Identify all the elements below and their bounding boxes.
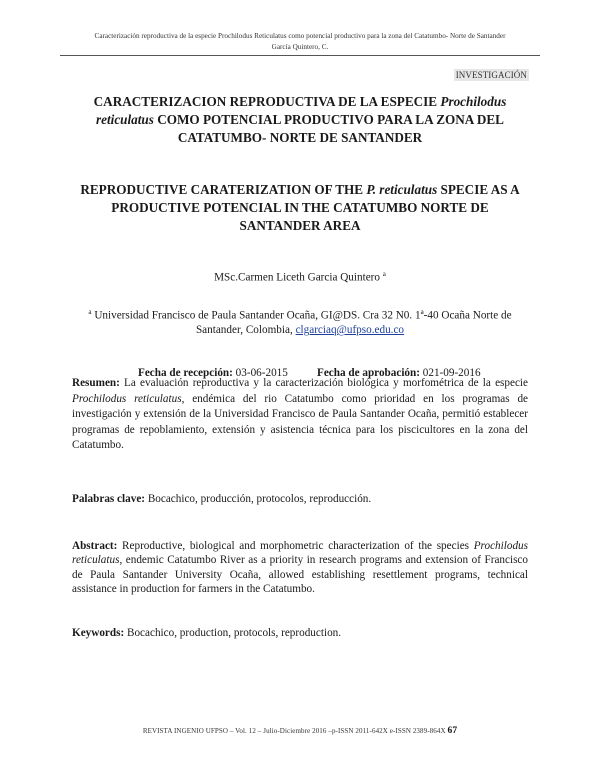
email-link[interactable]: clgarciaq@ufpso.edu.co	[295, 324, 405, 337]
affiliation-sup: a	[88, 308, 92, 316]
header-divider	[60, 55, 540, 56]
title-en-part2: SPECIE AS A PRODUCTIVE POTENCIAL IN THE CATATUMBO NORTE DE SANTANDER AREA	[111, 182, 520, 233]
abstract-en-text2: , endemic Catatumbo River as a priority in research programs and extension of Francisco de Paula Santander University Ocaña, allowed establishing resettlement programs, technical assistance in production for farmers in the Catatumbo.	[72, 554, 528, 596]
running-title: Caracterización reproductiva de la especie Prochilodus Reticulatus como potencial productivo para la zona del Catatumbo- Norte de Santander	[94, 32, 506, 40]
abstract-en-text1: Reproductive, biological and morphometric characterization of the species	[117, 540, 474, 552]
footer-journal: REVISTA INGENIO UFPSO – Vol. 12 – Julio-Diciembre 2016 –p-ISSN 2011-642X e-ISSN 2389-864X	[142, 727, 448, 735]
section-tag: INVESTIGACIÓN	[455, 70, 527, 80]
abstract-es-label: Resumen:	[72, 377, 120, 389]
abstract-spanish	[72, 376, 528, 454]
abstract-es-text1: La evaluación reproductiva y la caracterización biológica y morfométrica de la especie	[119, 377, 528, 389]
running-header	[60, 31, 540, 52]
page-footer	[0, 726, 600, 736]
keywords-en-label: Keywords:	[72, 627, 125, 639]
running-authors: García Quintero, C.	[271, 42, 329, 51]
keywords-en-text: Bocachico, production, protocols, reproduction.	[124, 627, 342, 639]
keywords-spanish	[72, 492, 528, 508]
abstract-en-label: Abstract:	[72, 540, 118, 552]
affiliation-text: Universidad Francisco de Paula Santander Ocaña, GI@DS. Cra 32 N0. 1ª-40 Ocaña Norte de Santander, Colombia,	[91, 309, 512, 337]
keywords-es-label: Palabras clave:	[72, 493, 146, 505]
approved-value: 021-09-2016	[419, 367, 481, 379]
title-en-species: P. reticulatus	[366, 182, 438, 197]
abstract-es-species: Prochilodus reticulatus	[72, 392, 182, 405]
abstract-english	[72, 539, 528, 597]
keywords-es-text: Bocachico, producción, protocolos, reproducción.	[145, 493, 372, 505]
abstract-en-species: Prochilodus reticulatus	[72, 540, 528, 567]
title-english	[72, 181, 528, 235]
title-es-part1: CARACTERIZACION REPRODUCTIVA DE LA ESPECIE	[93, 94, 441, 109]
keywords-english	[72, 626, 528, 642]
author-line	[72, 270, 528, 284]
received-label: Fecha de recepción:	[138, 367, 233, 379]
approved-label: Fecha de aprobación:	[317, 367, 420, 379]
received-value: 03-06-2015	[232, 367, 288, 379]
affiliation	[72, 305, 528, 338]
title-es-species: Prochilodus reticulatus	[96, 94, 507, 127]
author-sup: a	[382, 270, 386, 278]
title-spanish	[72, 93, 528, 147]
page-number: 67	[447, 726, 458, 736]
author-name: MSc.Carmen Liceth Garcia Quintero	[214, 271, 383, 284]
title-en-part1: REPRODUCTIVE CARATERIZATION OF THE	[80, 182, 367, 197]
abstract-es-text2: , endémica del rio Catatumbo como prioridad en los programas de investigación y extensión de la Universidad Francisco de Paula Santander Ocaña, permitió establecer programas de repoblamiento, extensión y asistencia técnica para los piscicultores en la zona del Catatumbo.	[72, 392, 529, 452]
title-es-part2: COMO POTENCIAL PRODUCTIVO PARA LA ZONA DEL CATATUMBO- NORTE DE SANTANDER	[153, 112, 504, 145]
